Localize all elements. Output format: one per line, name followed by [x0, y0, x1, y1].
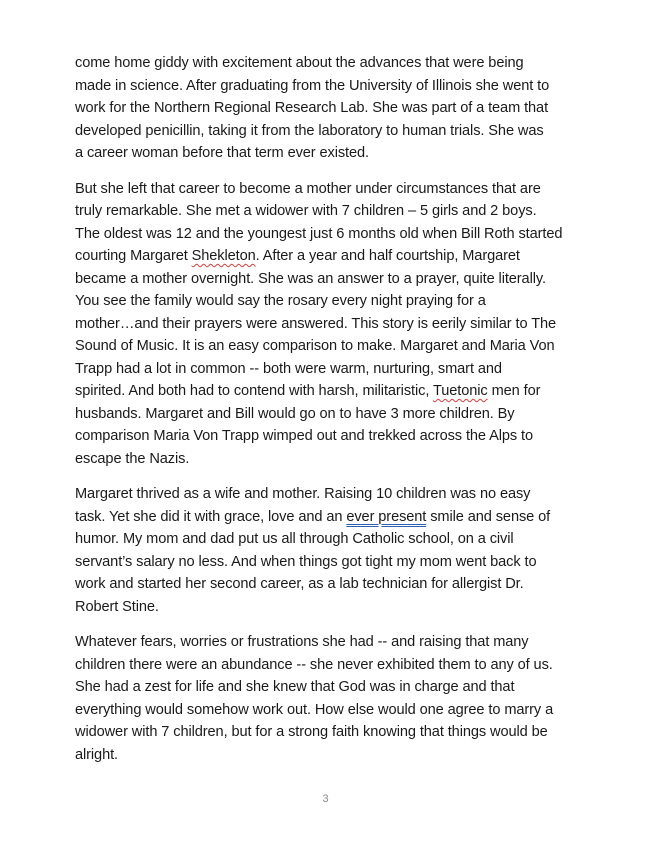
text-line	[75, 699, 580, 722]
text-line	[75, 448, 580, 471]
text-line	[75, 551, 580, 574]
text-line	[75, 223, 580, 246]
text-line	[75, 425, 580, 448]
text-run: She had a zest for life and she knew that God was in charge and that	[75, 679, 515, 695]
text-line	[75, 200, 580, 223]
text-run: . After a year and half courtship, Margaret	[255, 248, 520, 264]
text-line	[75, 403, 580, 426]
text-line	[75, 268, 580, 291]
text-run: truly remarkable. She met a widower with 7 children – 5 girls and 2 boys.	[75, 203, 537, 219]
text-line	[75, 654, 580, 677]
text-run: Sound of Music. It is an easy comparison to make. Margaret and Maria Von	[75, 338, 555, 354]
text-run: men for	[487, 383, 541, 399]
text-run: But she left that career to become a mother under circumstances that are	[75, 180, 541, 197]
text-line	[75, 142, 580, 165]
text-run: Trapp had a lot in common -- both were warm, nurturing, smart and	[75, 360, 502, 377]
text-run: mother…and their prayers were answered. This story is eerily similar to The	[75, 315, 557, 332]
paragraph	[75, 52, 580, 165]
text-line	[75, 744, 580, 767]
paragraph	[75, 178, 580, 471]
text-run: comparison Maria Von Trapp wimped out and trekked across the Alps to	[75, 428, 534, 444]
text-line	[75, 335, 580, 358]
text-line	[75, 380, 580, 403]
spelling-error-word: Tuetonic	[432, 383, 488, 399]
text-line	[75, 290, 580, 313]
text-line	[75, 596, 580, 619]
text-line	[75, 178, 580, 201]
grammar-flag-phrase: ever present	[346, 508, 427, 525]
text-run: escape the Nazis.	[75, 450, 190, 467]
text-run: servant’s salary no less. And when things got tight my mom went back to	[75, 553, 537, 570]
paragraph	[75, 483, 580, 618]
text-run: humor. My mom and dad put us all through Catholic school, on a civil	[75, 531, 514, 547]
text-run: task. Yet she did it with grace, love and an	[75, 508, 347, 525]
text-run: Whatever fears, worries or frustrations she had -- and raising that many	[75, 634, 529, 650]
body-text	[75, 52, 580, 779]
text-line	[75, 573, 580, 596]
text-run: spirited. And both had to contend with harsh, militaristic,	[75, 383, 433, 399]
page-number: 3	[322, 793, 329, 805]
text-run: Margaret thrived as a wife and mother. Raising 10 children was no easy	[75, 486, 531, 502]
text-line	[75, 631, 580, 654]
text-run: everything would somehow work out. How else would one agree to marry a	[75, 701, 554, 718]
paragraph	[75, 631, 580, 766]
text-line	[75, 75, 580, 98]
text-line	[75, 358, 580, 381]
text-run: husbands. Margaret and Bill would go on to have 3 more children. By	[75, 405, 515, 422]
text-run: work for the Northern Regional Research Lab. She was part of a team that	[75, 100, 549, 116]
text-line	[75, 506, 580, 529]
text-run: You see the family would say the rosary every night praying for a	[75, 293, 486, 309]
text-run: a career woman before that term ever existed.	[75, 145, 370, 161]
text-line	[75, 528, 580, 551]
text-line	[75, 721, 580, 744]
spelling-error-word: Shekleton	[191, 248, 256, 264]
text-line	[75, 313, 580, 336]
text-line	[75, 120, 580, 143]
text-run: children there were an abundance -- she never exhibited them to any of us.	[75, 656, 553, 673]
text-run: widower with 7 children, but for a strong faith knowing that things would be	[75, 724, 548, 740]
text-run: come home giddy with excitement about the advances that were being	[75, 55, 524, 71]
text-run: smile and sense of	[426, 508, 551, 525]
text-line	[75, 52, 580, 75]
text-run: alright.	[75, 746, 119, 763]
text-run: developed penicillin, taking it from the laboratory to human trials. She was	[75, 122, 544, 139]
text-line	[75, 483, 580, 506]
text-line	[75, 676, 580, 699]
text-run: work and started her second career, as a lab technician for allergist Dr.	[75, 576, 524, 592]
text-line	[75, 245, 580, 268]
text-line	[75, 97, 580, 120]
text-run: made in science. After graduating from the University of Illinois she went to	[75, 77, 550, 94]
text-run: The oldest was 12 and the youngest just 6 months old when Bill Roth started	[75, 225, 563, 242]
text-run: became a mother overnight. She was an answer to a prayer, quite literally.	[75, 270, 546, 287]
text-run: courting Margaret	[75, 248, 192, 264]
text-run: Robert Stine.	[75, 598, 159, 615]
